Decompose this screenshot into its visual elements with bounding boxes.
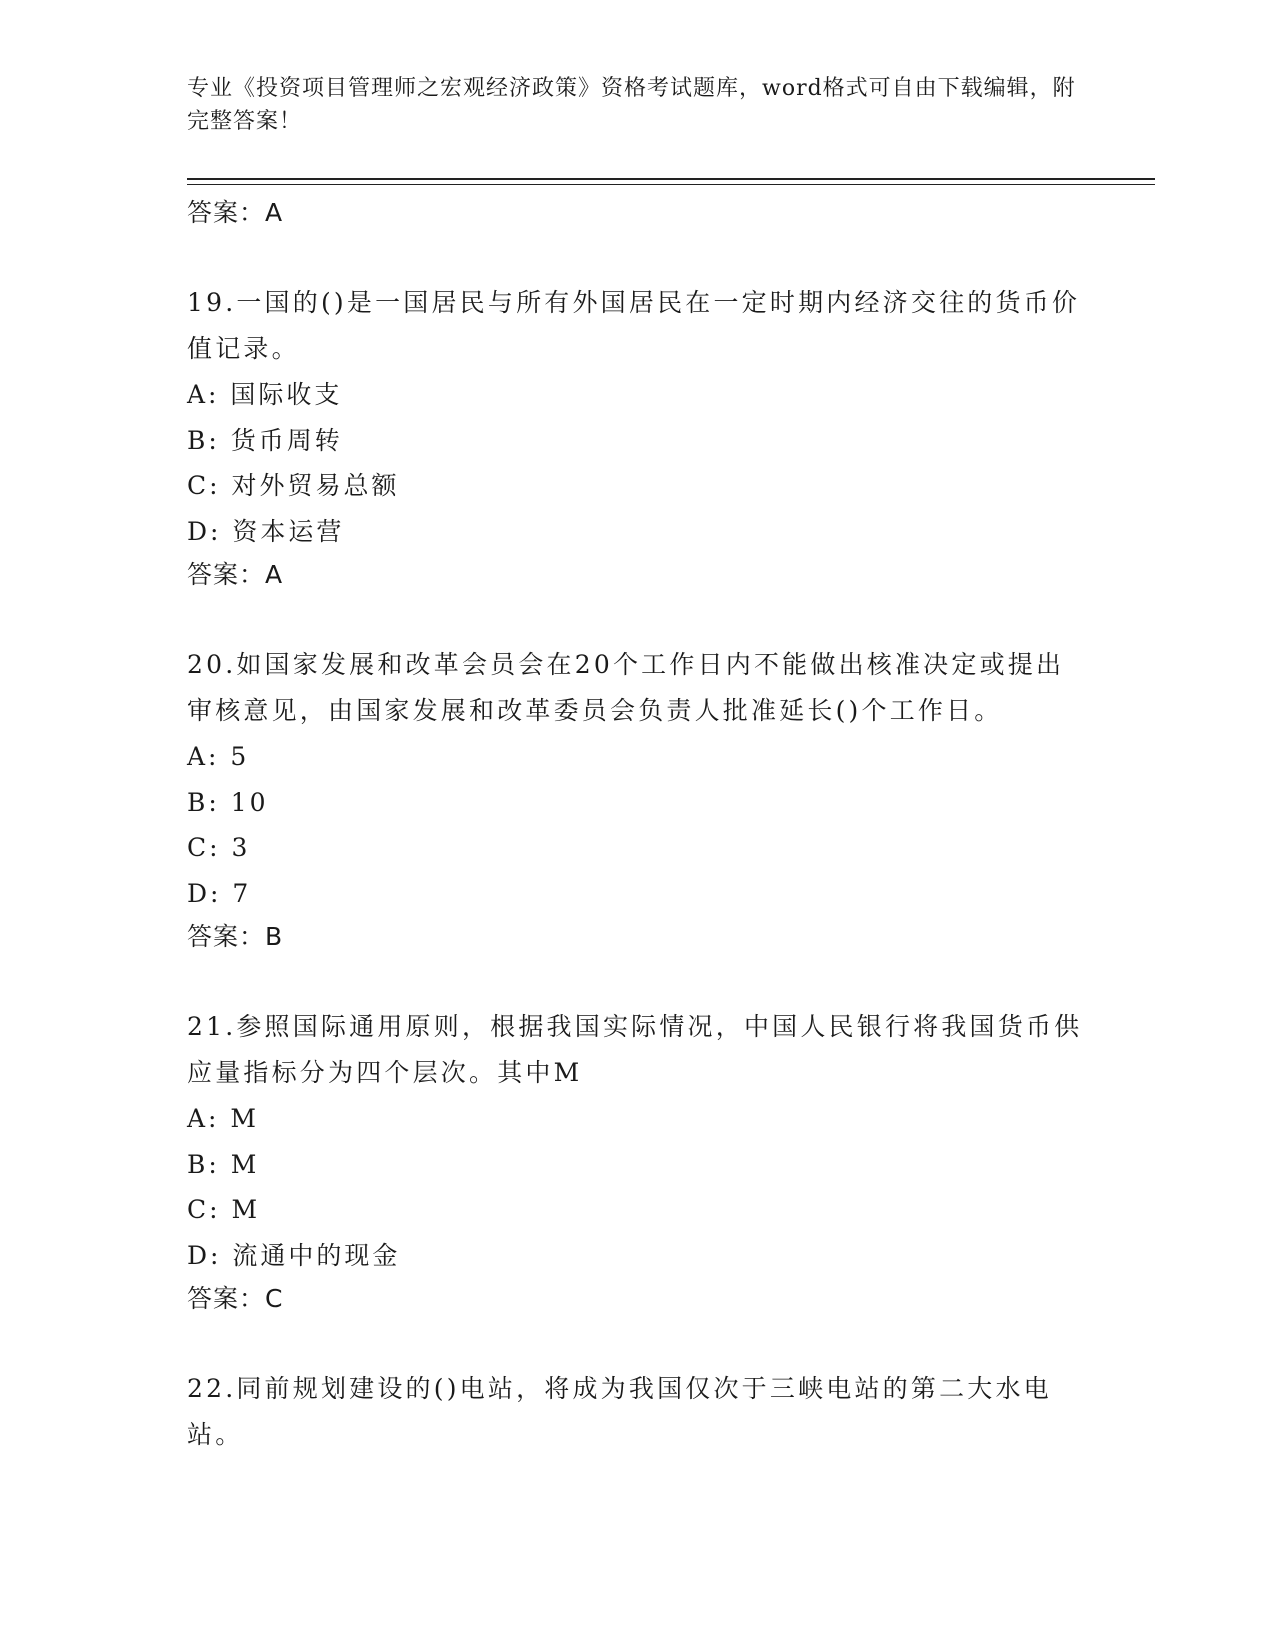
option-c: C: M [187,1195,261,1224]
option-d: D: 资本运营 [187,516,345,546]
option-c: C: 对外贸易总额 [187,471,400,500]
option-c: C: 3 [187,833,251,862]
option-d: D: 流通中的现金 [187,1240,401,1270]
document-header: 专业《投资项目管理师之宏观经济政策》资格考试题库，word格式可自由下载编辑，附完整答案！ [187,76,1076,134]
header-rule-thin [187,184,1155,185]
option-b: B: 货币周转 [187,425,343,455]
answer-line: 答案：C [187,1284,284,1313]
question-stem: 19.一国的()是一国居民与所有外国居民在一定时期内经济交往的货币价值记录。 [187,288,1081,363]
option-b: B: M [187,1149,260,1179]
answer-line: 答案：A [187,560,284,589]
question-stem: 21.参照国际通用原则，根据我国实际情况，中国人民银行将我国货币供应量指标分为四个层次。其中M [187,1012,1083,1087]
header-rule-thick [187,178,1155,180]
question-21 [187,1004,1087,1320]
question-stem: 22.同前规划建设的()电站，将成为我国仅次于三峡电站的第二大水电站。 [187,1374,1052,1449]
answer-line: 答案：B [187,922,284,951]
option-a: A: M [187,1104,260,1133]
question-19 [187,280,1087,596]
option-a: A: 5 [187,742,250,771]
question-20 [187,642,1087,958]
question-22 [187,1366,1087,1458]
question-stem: 20.如国家发展和改革会员会在20个工作日内不能做出核准决定或提出审核意见，由国家发展和改革委员会负责人批准延长()个工作日。 [187,650,1065,725]
option-b: B: 10 [187,787,269,817]
question-list [187,192,1087,1458]
option-d: D: 7 [187,878,252,908]
option-a: A: 国际收支 [187,380,343,409]
answer-line: 答案：A [187,198,284,227]
